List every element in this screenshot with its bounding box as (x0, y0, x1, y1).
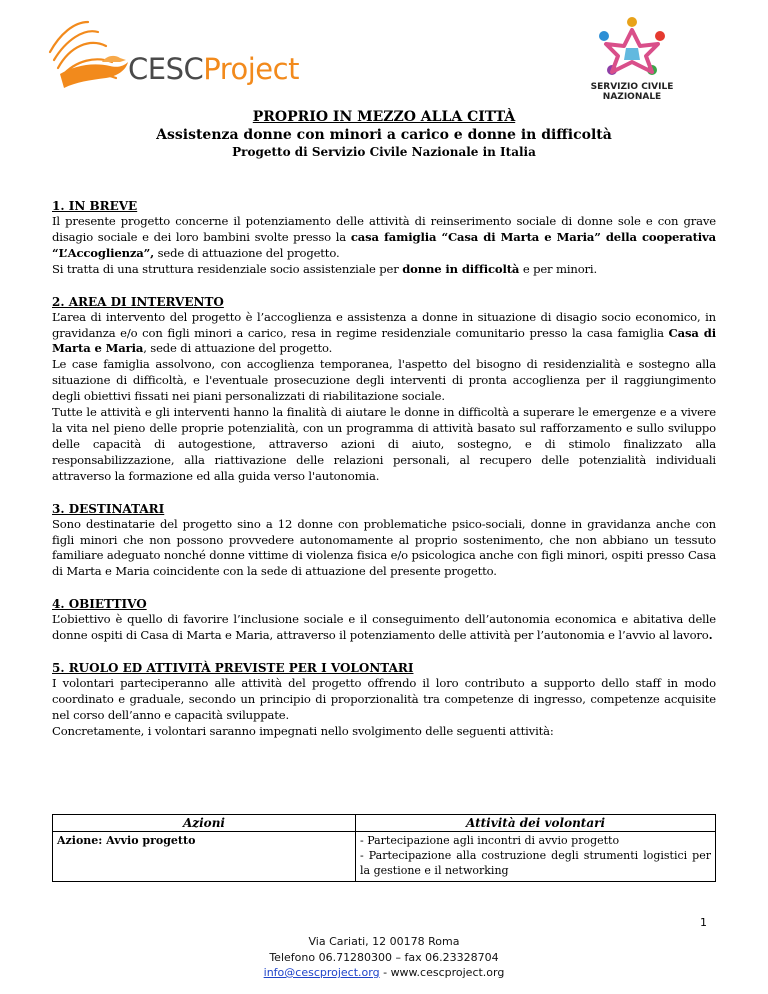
paragraph: Tutte le attività e gli interventi hanno la finalità di aiutare le donne in difficoltà a superare le emergenze e a vivere la vita nel pieno delle proprie potenzialità, con un programma di attività basato sul rafforzamento e sullo sviluppo delle capacità di autogestione, attraverso azioni di aiuto, sostegno, e di stimolo finalizzato alla responsabilizzazione, alla riattivazione delle relazioni personali, al recupero delle potenzialità individuali attraverso la formazione ed alla guida verso l'autonomia. (52, 405, 716, 483)
page-footer (0, 934, 768, 981)
logo-text-project: Project (203, 52, 299, 86)
paragraph: Le case famiglia assolvono, con accoglienza temporanea, l'aspetto del bisogno di residenzialità e sostegno alla situazione di difficoltà, e l'eventuale prosecuzione degli interventi di pronta accoglienza per il raggiungimento degli obiettivi fissati nei piani personalizzati di riabilitazione sociale. (52, 357, 716, 404)
footer-address: Via Cariati, 12 00178 Roma (308, 935, 460, 948)
column-header-attivita: Attività dei volontari (356, 815, 716, 832)
text-run: L’area di intervento del progetto è l’accoglienza e assistenza a donne in situazione di disagio socio economico, in gravidanza e/o con figli minori a carico, resa in regime residenziale comunitario presso la casa famiglia (52, 309, 716, 340)
section-heading: 2. AREA DI INTERVENTO (52, 294, 224, 309)
dove-icon (40, 16, 135, 96)
email-link[interactable]: info@cescproject.org (263, 966, 380, 979)
activities-cell (356, 832, 716, 882)
servizio-civile-caption (582, 82, 682, 102)
bold-run: casa famiglia “Casa di Marta e Maria” della cooperativa “L’Accoglienza”, (52, 229, 717, 260)
document-titles (0, 108, 768, 160)
servizio-civile-line1: SERVIZIO CIVILE (590, 82, 674, 92)
section-heading: 3. DESTINATARI (52, 501, 165, 516)
footer-contacts (0, 965, 768, 981)
text-run: e per minori. (519, 261, 598, 276)
footer-phone: Telefono 06.71280300 – fax 06.23328704 (269, 950, 499, 964)
document-subtitle: Assistenza donne con minori a carico e donne in difficoltà (156, 127, 612, 143)
logo-text-cesc: CESC (128, 52, 204, 86)
section-obiettivo (52, 596, 716, 644)
star-people-icon (582, 12, 682, 82)
table-header-row (53, 815, 716, 832)
section-heading: 4. OBIETTIVO (52, 597, 147, 612)
section-in-breve (52, 198, 716, 278)
servizio-civile-logo (582, 12, 682, 108)
paragraph (52, 214, 716, 262)
text-run: , sede di attuazione del progetto. (143, 341, 333, 356)
bold-run: Casa di Marta e Maria (52, 325, 716, 356)
document-title: PROPRIO IN MEZZO ALLA CITTÀ (252, 109, 516, 125)
column-header-azioni: Azioni (53, 815, 356, 832)
action-cell: Azione: Avvio progetto (53, 832, 356, 882)
servizio-civile-line2: NAZIONALE (602, 92, 662, 102)
logo-wordmark (128, 52, 299, 86)
section-heading: 1. IN BREVE (52, 199, 138, 213)
paragraph (52, 310, 716, 358)
bold-run: donne in difficoltà (402, 261, 520, 276)
website-link[interactable]: www.cescproject.org (390, 966, 505, 979)
text-run: Si tratta di una struttura residenziale socio assistenziale per (52, 261, 403, 276)
text-run: L’obiettivo è quello di favorire l’inclusione sociale e il conseguimento dell’autonomia economica e abitativa delle donne ospiti di Casa di Marta e Maria, attraverso il potenziamento delle attività per l’autonomia e l’avvio al lavoro (52, 612, 716, 643)
section-heading: 5. RUOLO ED ATTIVITÀ PREVISTE PER I VOLONTARI (52, 661, 414, 676)
paragraph: Concretamente, i volontari saranno impegnati nello svolgimento delle seguenti attività: (52, 723, 554, 738)
text-run: sede di attuazione del progetto. (154, 245, 340, 260)
section-area-intervento (52, 294, 716, 485)
cesc-project-logo (40, 16, 310, 96)
paragraph: Sono destinatarie del progetto sino a 12 donne con problematiche psico-sociali, donne in gravidanza anche con figli minori che non possono provvedere autonomamente al proprio sostenimento, che non abbiano un tessuto familiare adeguato nonché donne vittime di violenza fisica e/o psicologica anche con figli minori, ospiti presso Casa di Marta e Maria coincidente con la sede di attuazione del presente progetto. (52, 516, 716, 579)
bold-run: . (708, 628, 713, 643)
section-destinatari (52, 501, 716, 581)
document-body (52, 198, 716, 756)
footer-separator: - (379, 966, 391, 979)
table-row (53, 832, 716, 882)
activity-item: - Partecipazione alla costruzione degli strumenti logistici per la gestione e il networking (360, 849, 711, 877)
section-ruolo-attivita (52, 660, 716, 740)
activity-item: - Partecipazione agli incontri di avvio progetto (360, 834, 620, 847)
text-run: Il presente progetto concerne il potenziamento delle attività di reinserimento sociale di donne sole e con grave disagio sociale e dei loro bambini svolte presso la (52, 214, 716, 244)
paragraph: I volontari parteciperanno alle attività del progetto offrendo il loro contributo a supporto dello staff in modo coordinato e graduale, secondo un principio di proporzionalità tra competenze di ingresso, competenze acquisite nel corso dell’anno e capacità sviluppate. (52, 676, 716, 722)
paragraph (52, 262, 716, 278)
page-number: 1 (700, 916, 707, 929)
program-name: Progetto di Servizio Civile Nazionale in Italia (232, 145, 536, 159)
paragraph (52, 612, 716, 644)
activities-table (52, 814, 716, 882)
